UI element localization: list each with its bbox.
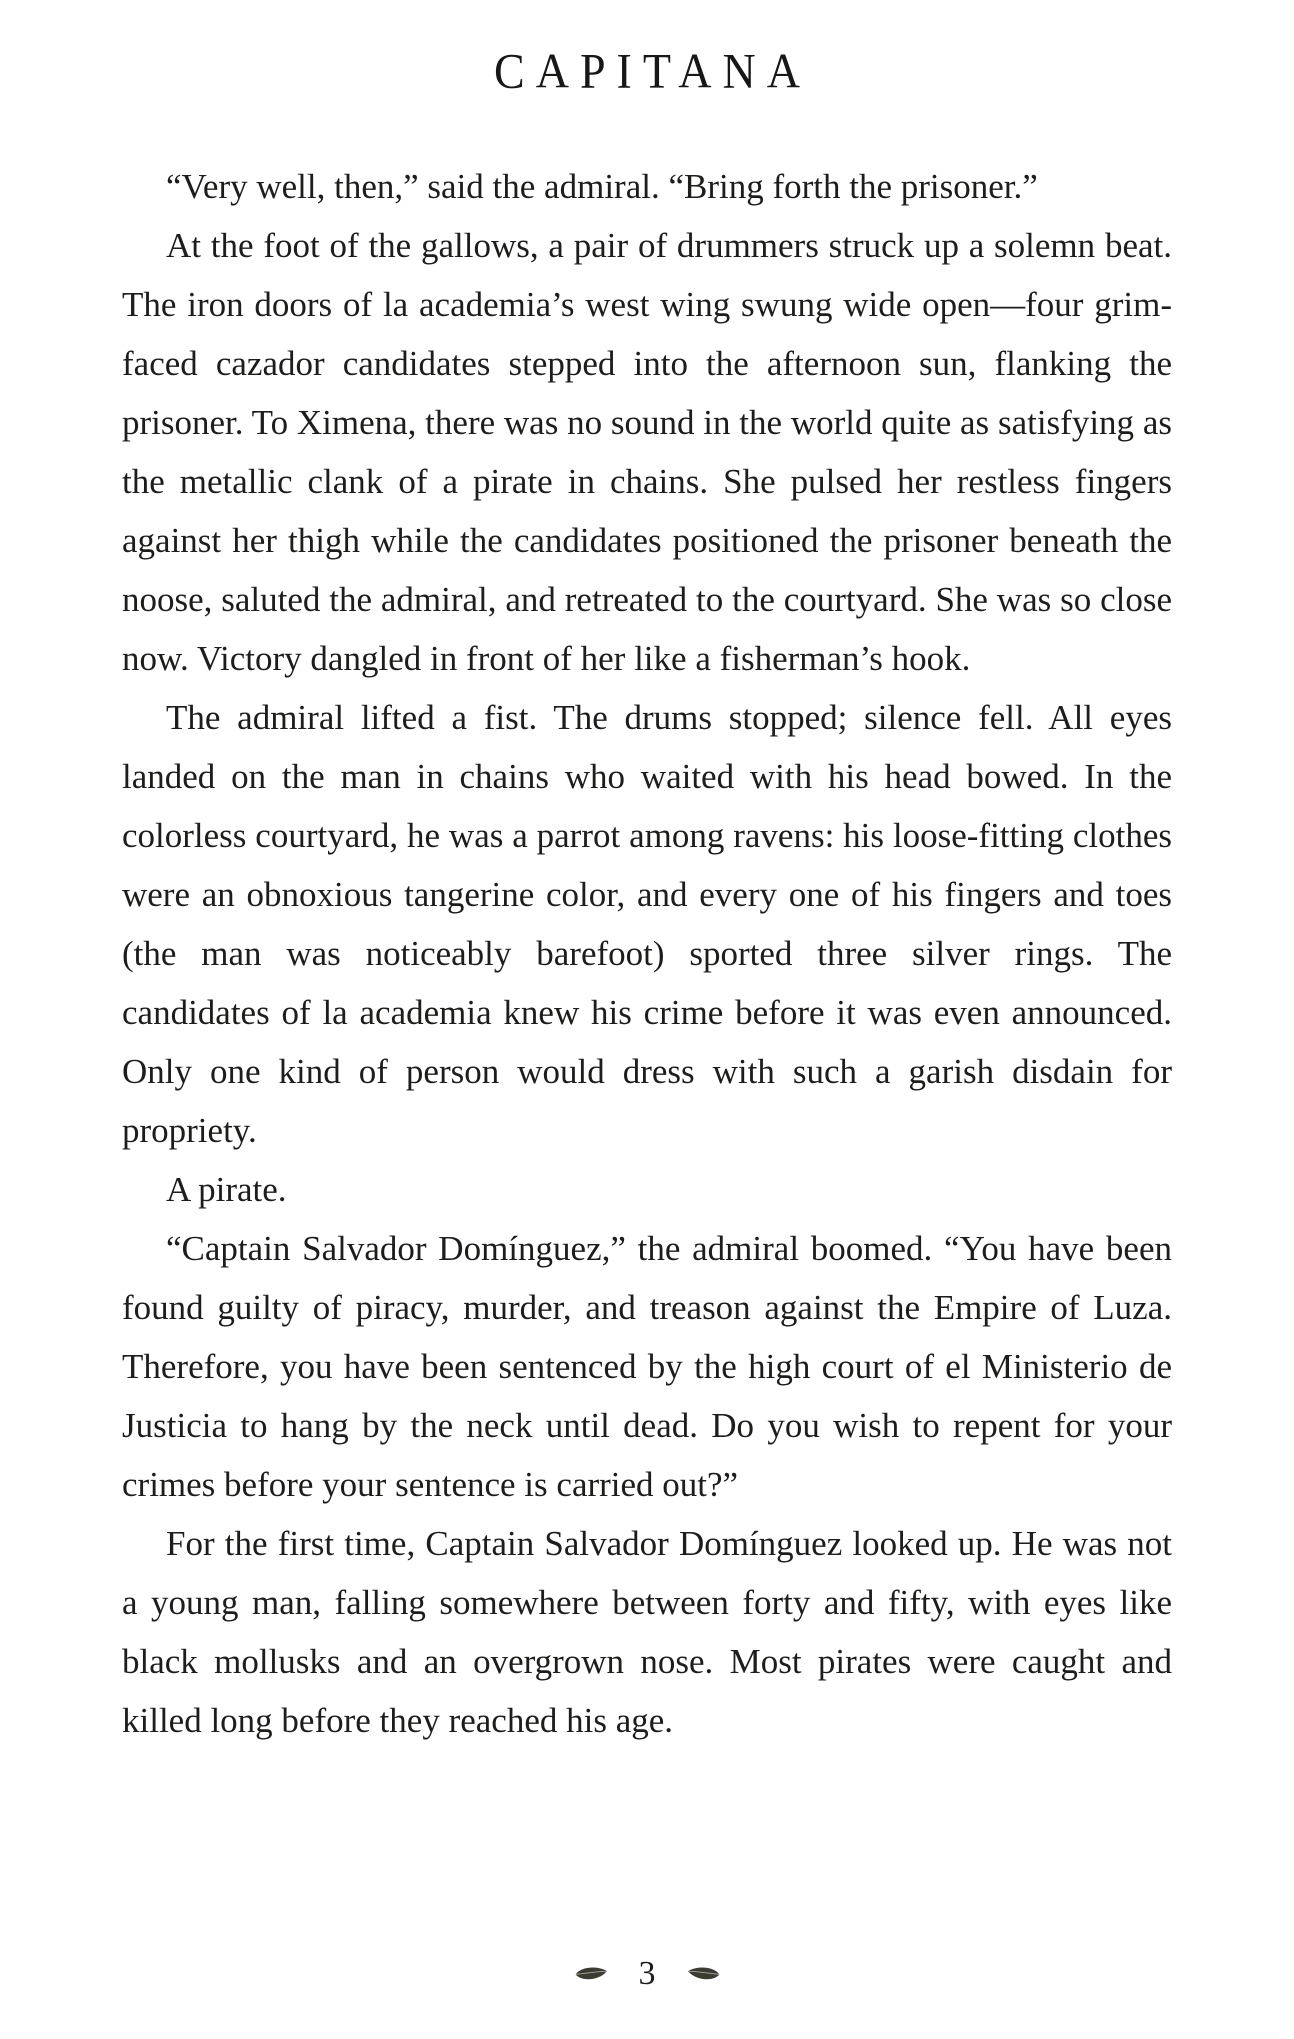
leaf-ornament-right-icon <box>686 1964 722 1984</box>
paragraph: A pirate. <box>166 1170 287 1209</box>
book-title-header: CAPITANA <box>494 43 811 99</box>
page-number: 3 <box>638 1955 656 1992</box>
leaf-ornament-left-icon <box>573 1964 609 1984</box>
paragraph: The admiral lifted a fist. The drums stopped; silence fell. All eyes landed on the man in chains who waited with his head bowed. In the colorless courtyard, he was a parrot among ravens: his loose-fitting clothes were an obnoxious tangerine color, and every one of his fingers and toes (the man was noticeably barefoot) sported three silver rings. The candidates of la academia knew his crime before it was even announced. Only one kind of person would dress with such a garish disdain for propriety. <box>122 698 1172 1150</box>
page-footer <box>0 1957 1294 1991</box>
paragraph: “Very well, then,” said the admiral. “Bring forth the prisoner.” <box>166 167 1038 206</box>
paragraph: “Captain Salvador Domínguez,” the admiral boomed. “You have been found guilty of piracy, murder, and treason against the Empire of Luza. Therefore, you have been sentenced by the high court of el Ministerio de Justicia to hang by the neck until dead. Do you wish to repent for your crimes before your sentence is carried out?” <box>122 1229 1172 1504</box>
body-text <box>0 157 1294 1750</box>
paragraph: For the first time, Captain Salvador Domínguez looked up. He was not a young man, falling somewhere between forty and fifty, with eyes like black mollusks and an overgrown nose. Most pirates were caught and killed long before they reached his age. <box>122 1524 1172 1740</box>
paragraph: At the foot of the gallows, a pair of drummers struck up a solemn beat. The iron doors of la academia’s west wing swung wide open—four grim-faced cazador candidates stepped into the afternoon sun, flanking the prisoner. To Ximena, there was no sound in the world quite as satisfying as the metallic clank of a pirate in chains. She pulsed her restless fingers against her thigh while the candidates positioned the prisoner beneath the noose, saluted the admiral, and retreated to the courtyard. She was so close now. Victory dangled in front of her like a fisherman’s hook. <box>122 226 1172 678</box>
